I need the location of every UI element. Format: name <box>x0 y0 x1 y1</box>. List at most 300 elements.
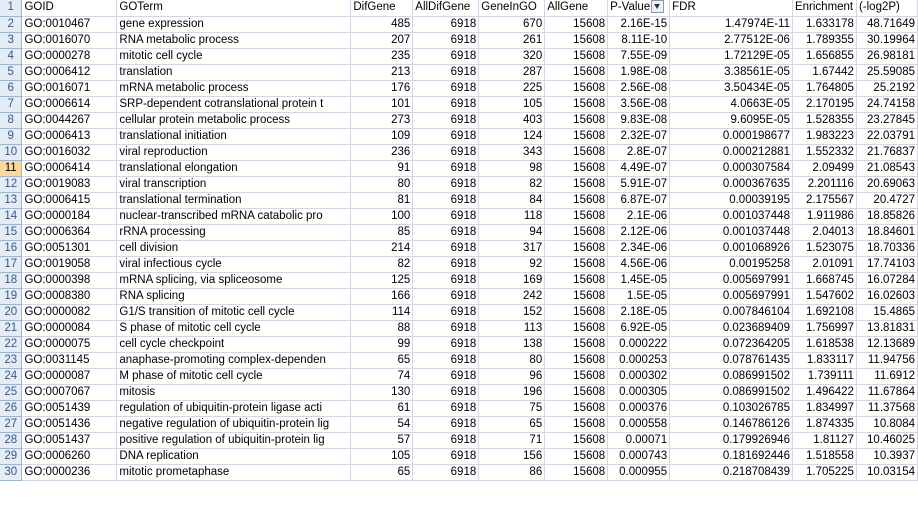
row-header[interactable]: 15 <box>0 224 22 240</box>
cell-difgene[interactable]: 91 <box>351 160 413 176</box>
cell-log2p[interactable]: 25.59085 <box>856 64 917 80</box>
cell-log2p[interactable]: 10.8084 <box>856 416 917 432</box>
cell-goterm[interactable]: mRNA metabolic process <box>117 80 351 96</box>
cell-log2p[interactable]: 11.6912 <box>856 368 917 384</box>
cell-enrichment[interactable]: 2.201116 <box>792 176 856 192</box>
cell-log2p[interactable]: 15.4865 <box>856 304 917 320</box>
cell-alldifgene[interactable]: 6918 <box>413 352 479 368</box>
cell-geneingo[interactable]: 118 <box>479 208 545 224</box>
cell-fdr[interactable]: 1.72129E-05 <box>670 48 793 64</box>
cell-difgene[interactable]: 88 <box>351 320 413 336</box>
cell-enrichment[interactable]: 1.633178 <box>792 16 856 32</box>
cell-fdr[interactable]: 0.078761435 <box>670 352 793 368</box>
cell-alldifgene[interactable]: 6918 <box>413 336 479 352</box>
cell-difgene[interactable]: 105 <box>351 448 413 464</box>
cell-goterm[interactable]: positive regulation of ubiquitin-protein lig <box>117 432 351 448</box>
cell-difgene[interactable]: 236 <box>351 144 413 160</box>
cell-difgene[interactable]: 65 <box>351 352 413 368</box>
cell-geneingo[interactable]: 138 <box>479 336 545 352</box>
cell-pvalue[interactable]: 0.000376 <box>608 400 670 416</box>
cell-enrichment[interactable]: 1.705225 <box>792 464 856 480</box>
cell-fdr[interactable]: 1.47974E-11 <box>670 16 793 32</box>
cell-enrichment[interactable]: 1.656855 <box>792 48 856 64</box>
cell-geneingo[interactable]: 84 <box>479 192 545 208</box>
cell-alldifgene[interactable]: 6918 <box>413 128 479 144</box>
cell-enrichment[interactable]: 1.618538 <box>792 336 856 352</box>
cell-alldifgene[interactable]: 6918 <box>413 272 479 288</box>
row-header[interactable]: 21 <box>0 320 22 336</box>
cell-fdr[interactable]: 4.0663E-05 <box>670 96 793 112</box>
cell-allgene[interactable]: 15608 <box>545 288 608 304</box>
cell-allgene[interactable]: 15608 <box>545 208 608 224</box>
cell-geneingo[interactable]: 105 <box>479 96 545 112</box>
cell-goid[interactable]: GO:0006415 <box>22 192 117 208</box>
cell-fdr[interactable]: 0.023689409 <box>670 320 793 336</box>
row-header[interactable]: 14 <box>0 208 22 224</box>
cell-log2p[interactable]: 23.27845 <box>856 112 917 128</box>
cell-allgene[interactable]: 15608 <box>545 160 608 176</box>
cell-pvalue[interactable]: 2.1E-06 <box>608 208 670 224</box>
cell-log2p[interactable]: 21.08543 <box>856 160 917 176</box>
cell-pvalue[interactable]: 4.56E-06 <box>608 256 670 272</box>
cell-alldifgene[interactable]: 6918 <box>413 48 479 64</box>
cell-difgene[interactable]: 166 <box>351 288 413 304</box>
cell-difgene[interactable]: 130 <box>351 384 413 400</box>
cell-pvalue[interactable]: 9.83E-08 <box>608 112 670 128</box>
cell-alldifgene[interactable]: 6918 <box>413 416 479 432</box>
cell-goid[interactable]: GO:0016070 <box>22 32 117 48</box>
cell-goterm[interactable]: RNA metabolic process <box>117 32 351 48</box>
cell-difgene[interactable]: 74 <box>351 368 413 384</box>
cell-goid[interactable]: GO:0006364 <box>22 224 117 240</box>
cell-geneingo[interactable]: 320 <box>479 48 545 64</box>
cell-goid[interactable]: GO:0006614 <box>22 96 117 112</box>
cell-allgene[interactable]: 15608 <box>545 400 608 416</box>
cell-allgene[interactable]: 15608 <box>545 464 608 480</box>
cell-allgene[interactable]: 15608 <box>545 336 608 352</box>
header-cell-goid[interactable]: GOID <box>22 0 117 16</box>
cell-log2p[interactable]: 10.03154 <box>856 464 917 480</box>
cell-goid[interactable]: GO:0000082 <box>22 304 117 320</box>
cell-allgene[interactable]: 15608 <box>545 112 608 128</box>
cell-goterm[interactable]: translational termination <box>117 192 351 208</box>
row-header[interactable]: 20 <box>0 304 22 320</box>
cell-difgene[interactable]: 109 <box>351 128 413 144</box>
cell-enrichment[interactable]: 2.09499 <box>792 160 856 176</box>
cell-enrichment[interactable]: 1.833117 <box>792 352 856 368</box>
cell-fdr[interactable]: 3.38561E-05 <box>670 64 793 80</box>
cell-goterm[interactable]: viral transcription <box>117 176 351 192</box>
cell-goid[interactable]: GO:0008380 <box>22 288 117 304</box>
cell-goterm[interactable]: translational initiation <box>117 128 351 144</box>
row-header[interactable]: 4 <box>0 48 22 64</box>
cell-fdr[interactable]: 0.007846104 <box>670 304 793 320</box>
cell-pvalue[interactable]: 0.00071 <box>608 432 670 448</box>
cell-allgene[interactable]: 15608 <box>545 368 608 384</box>
row-header[interactable]: 28 <box>0 432 22 448</box>
row-header[interactable]: 7 <box>0 96 22 112</box>
cell-goid[interactable]: GO:0000075 <box>22 336 117 352</box>
cell-pvalue[interactable]: 2.32E-07 <box>608 128 670 144</box>
cell-enrichment[interactable]: 1.739111 <box>792 368 856 384</box>
row-header[interactable]: 29 <box>0 448 22 464</box>
row-header[interactable]: 11 <box>0 160 22 176</box>
cell-alldifgene[interactable]: 6918 <box>413 16 479 32</box>
cell-enrichment[interactable]: 1.496422 <box>792 384 856 400</box>
cell-goid[interactable]: GO:0006260 <box>22 448 117 464</box>
cell-goterm[interactable]: RNA splicing <box>117 288 351 304</box>
cell-goid[interactable]: GO:0044267 <box>22 112 117 128</box>
cell-goid[interactable]: GO:0006412 <box>22 64 117 80</box>
cell-goterm[interactable]: G1/S transition of mitotic cell cycle <box>117 304 351 320</box>
row-header[interactable]: 9 <box>0 128 22 144</box>
cell-alldifgene[interactable]: 6918 <box>413 112 479 128</box>
cell-allgene[interactable]: 15608 <box>545 96 608 112</box>
cell-enrichment[interactable]: 1.547602 <box>792 288 856 304</box>
cell-enrichment[interactable]: 1.911986 <box>792 208 856 224</box>
cell-log2p[interactable]: 48.71649 <box>856 16 917 32</box>
cell-goterm[interactable]: S phase of mitotic cell cycle <box>117 320 351 336</box>
cell-difgene[interactable]: 80 <box>351 176 413 192</box>
cell-difgene[interactable]: 125 <box>351 272 413 288</box>
cell-alldifgene[interactable]: 6918 <box>413 64 479 80</box>
cell-log2p[interactable]: 11.37568 <box>856 400 917 416</box>
row-header[interactable]: 8 <box>0 112 22 128</box>
row-header[interactable]: 2 <box>0 16 22 32</box>
cell-pvalue[interactable]: 6.87E-07 <box>608 192 670 208</box>
header-cell-fdr[interactable]: FDR <box>670 0 793 16</box>
cell-geneingo[interactable]: 152 <box>479 304 545 320</box>
cell-alldifgene[interactable]: 6918 <box>413 464 479 480</box>
cell-goterm[interactable]: cell division <box>117 240 351 256</box>
cell-allgene[interactable]: 15608 <box>545 416 608 432</box>
cell-enrichment[interactable]: 2.175567 <box>792 192 856 208</box>
cell-log2p[interactable]: 10.3937 <box>856 448 917 464</box>
cell-fdr[interactable]: 0.00039195 <box>670 192 793 208</box>
cell-enrichment[interactable]: 1.756997 <box>792 320 856 336</box>
cell-fdr[interactable]: 0.005697991 <box>670 272 793 288</box>
cell-difgene[interactable]: 213 <box>351 64 413 80</box>
cell-geneingo[interactable]: 94 <box>479 224 545 240</box>
cell-enrichment[interactable]: 1.983223 <box>792 128 856 144</box>
cell-enrichment[interactable]: 2.01091 <box>792 256 856 272</box>
cell-geneingo[interactable]: 196 <box>479 384 545 400</box>
cell-fdr[interactable]: 0.086991502 <box>670 384 793 400</box>
cell-geneingo[interactable]: 80 <box>479 352 545 368</box>
cell-goterm[interactable]: translation <box>117 64 351 80</box>
cell-difgene[interactable]: 54 <box>351 416 413 432</box>
cell-alldifgene[interactable]: 6918 <box>413 32 479 48</box>
cell-allgene[interactable]: 15608 <box>545 128 608 144</box>
cell-goid[interactable]: GO:0031145 <box>22 352 117 368</box>
cell-goid[interactable]: GO:0051439 <box>22 400 117 416</box>
cell-allgene[interactable]: 15608 <box>545 320 608 336</box>
cell-difgene[interactable]: 214 <box>351 240 413 256</box>
cell-geneingo[interactable]: 75 <box>479 400 545 416</box>
cell-allgene[interactable]: 15608 <box>545 176 608 192</box>
header-cell-enrichment[interactable]: Enrichment <box>792 0 856 16</box>
cell-alldifgene[interactable]: 6918 <box>413 288 479 304</box>
cell-goterm[interactable]: translational elongation <box>117 160 351 176</box>
cell-enrichment[interactable]: 1.552332 <box>792 144 856 160</box>
cell-pvalue[interactable]: 2.34E-06 <box>608 240 670 256</box>
cell-alldifgene[interactable]: 6918 <box>413 432 479 448</box>
cell-geneingo[interactable]: 261 <box>479 32 545 48</box>
header-cell-allgene[interactable]: AllGene <box>545 0 608 16</box>
cell-goterm[interactable]: mRNA splicing, via spliceosome <box>117 272 351 288</box>
cell-pvalue[interactable]: 0.000955 <box>608 464 670 480</box>
row-header[interactable]: 18 <box>0 272 22 288</box>
cell-alldifgene[interactable]: 6918 <box>413 256 479 272</box>
cell-allgene[interactable]: 15608 <box>545 16 608 32</box>
cell-alldifgene[interactable]: 6918 <box>413 176 479 192</box>
row-header[interactable]: 27 <box>0 416 22 432</box>
cell-fdr[interactable]: 0.103026785 <box>670 400 793 416</box>
cell-goterm[interactable]: nuclear-transcribed mRNA catabolic pro <box>117 208 351 224</box>
cell-enrichment[interactable]: 1.523075 <box>792 240 856 256</box>
cell-goid[interactable]: GO:0000087 <box>22 368 117 384</box>
row-header[interactable]: 19 <box>0 288 22 304</box>
cell-goterm[interactable]: cellular protein metabolic process <box>117 112 351 128</box>
cell-log2p[interactable]: 16.07284 <box>856 272 917 288</box>
cell-pvalue[interactable]: 0.000305 <box>608 384 670 400</box>
row-header[interactable]: 1 <box>0 0 22 16</box>
cell-difgene[interactable]: 207 <box>351 32 413 48</box>
cell-fdr[interactable]: 0.000367635 <box>670 176 793 192</box>
cell-pvalue[interactable]: 0.000302 <box>608 368 670 384</box>
cell-pvalue[interactable]: 0.000222 <box>608 336 670 352</box>
cell-difgene[interactable]: 85 <box>351 224 413 240</box>
cell-enrichment[interactable]: 1.692108 <box>792 304 856 320</box>
row-header[interactable]: 10 <box>0 144 22 160</box>
cell-goid[interactable]: GO:0019058 <box>22 256 117 272</box>
cell-difgene[interactable]: 81 <box>351 192 413 208</box>
cell-log2p[interactable]: 11.67864 <box>856 384 917 400</box>
cell-goid[interactable]: GO:0000278 <box>22 48 117 64</box>
cell-geneingo[interactable]: 242 <box>479 288 545 304</box>
cell-pvalue[interactable]: 1.45E-05 <box>608 272 670 288</box>
cell-goid[interactable]: GO:0010467 <box>22 16 117 32</box>
cell-fdr[interactable]: 0.000198677 <box>670 128 793 144</box>
cell-log2p[interactable]: 10.46025 <box>856 432 917 448</box>
cell-enrichment[interactable]: 1.668745 <box>792 272 856 288</box>
cell-goid[interactable]: GO:0016071 <box>22 80 117 96</box>
cell-alldifgene[interactable]: 6918 <box>413 224 479 240</box>
cell-enrichment[interactable]: 2.04013 <box>792 224 856 240</box>
cell-log2p[interactable]: 18.70336 <box>856 240 917 256</box>
cell-geneingo[interactable]: 71 <box>479 432 545 448</box>
row-header[interactable]: 17 <box>0 256 22 272</box>
cell-alldifgene[interactable]: 6918 <box>413 240 479 256</box>
cell-difgene[interactable]: 99 <box>351 336 413 352</box>
cell-fdr[interactable]: 2.77512E-06 <box>670 32 793 48</box>
cell-log2p[interactable]: 26.98181 <box>856 48 917 64</box>
cell-log2p[interactable]: 18.85826 <box>856 208 917 224</box>
cell-goid[interactable]: GO:0006413 <box>22 128 117 144</box>
cell-pvalue[interactable]: 0.000743 <box>608 448 670 464</box>
cell-log2p[interactable]: 17.74103 <box>856 256 917 272</box>
cell-geneingo[interactable]: 98 <box>479 160 545 176</box>
cell-difgene[interactable]: 61 <box>351 400 413 416</box>
cell-difgene[interactable]: 176 <box>351 80 413 96</box>
cell-goid[interactable]: GO:0051436 <box>22 416 117 432</box>
cell-fdr[interactable]: 0.218708439 <box>670 464 793 480</box>
cell-difgene[interactable]: 100 <box>351 208 413 224</box>
header-cell-difgene[interactable]: DifGene <box>351 0 413 16</box>
cell-geneingo[interactable]: 169 <box>479 272 545 288</box>
cell-log2p[interactable]: 16.02603 <box>856 288 917 304</box>
header-cell-geneingo[interactable]: GeneInGO <box>479 0 545 16</box>
cell-goterm[interactable]: anaphase-promoting complex-dependen <box>117 352 351 368</box>
cell-goid[interactable]: GO:0051301 <box>22 240 117 256</box>
cell-fdr[interactable]: 3.50434E-05 <box>670 80 793 96</box>
cell-alldifgene[interactable]: 6918 <box>413 400 479 416</box>
cell-enrichment[interactable]: 1.874335 <box>792 416 856 432</box>
cell-geneingo[interactable]: 317 <box>479 240 545 256</box>
cell-pvalue[interactable]: 3.56E-08 <box>608 96 670 112</box>
cell-pvalue[interactable]: 2.16E-15 <box>608 16 670 32</box>
cell-geneingo[interactable]: 343 <box>479 144 545 160</box>
cell-alldifgene[interactable]: 6918 <box>413 80 479 96</box>
cell-goid[interactable]: GO:0007067 <box>22 384 117 400</box>
cell-allgene[interactable]: 15608 <box>545 48 608 64</box>
cell-allgene[interactable]: 15608 <box>545 144 608 160</box>
cell-difgene[interactable]: 273 <box>351 112 413 128</box>
cell-goterm[interactable]: regulation of ubiquitin-protein ligase acti <box>117 400 351 416</box>
cell-allgene[interactable]: 15608 <box>545 304 608 320</box>
cell-pvalue[interactable]: 2.18E-05 <box>608 304 670 320</box>
cell-goid[interactable]: GO:0051437 <box>22 432 117 448</box>
cell-goid[interactable]: GO:0000084 <box>22 320 117 336</box>
cell-alldifgene[interactable]: 6918 <box>413 304 479 320</box>
header-cell-pvalue[interactable] <box>608 0 670 16</box>
cell-enrichment[interactable]: 1.81127 <box>792 432 856 448</box>
cell-fdr[interactable]: 9.6095E-05 <box>670 112 793 128</box>
cell-goid[interactable]: GO:0000236 <box>22 464 117 480</box>
cell-alldifgene[interactable]: 6918 <box>413 448 479 464</box>
cell-fdr[interactable]: 0.179926946 <box>670 432 793 448</box>
cell-pvalue[interactable]: 2.12E-06 <box>608 224 670 240</box>
row-header[interactable]: 6 <box>0 80 22 96</box>
row-header[interactable]: 5 <box>0 64 22 80</box>
cell-alldifgene[interactable]: 6918 <box>413 320 479 336</box>
cell-goid[interactable]: GO:0016032 <box>22 144 117 160</box>
cell-pvalue[interactable]: 6.92E-05 <box>608 320 670 336</box>
cell-geneingo[interactable]: 225 <box>479 80 545 96</box>
cell-log2p[interactable]: 22.03791 <box>856 128 917 144</box>
cell-allgene[interactable]: 15608 <box>545 32 608 48</box>
cell-pvalue[interactable]: 8.11E-10 <box>608 32 670 48</box>
cell-pvalue[interactable]: 2.8E-07 <box>608 144 670 160</box>
filter-dropdown-icon[interactable] <box>651 0 664 13</box>
cell-pvalue[interactable]: 2.56E-08 <box>608 80 670 96</box>
cell-allgene[interactable]: 15608 <box>545 192 608 208</box>
row-header[interactable]: 3 <box>0 32 22 48</box>
cell-allgene[interactable]: 15608 <box>545 352 608 368</box>
cell-alldifgene[interactable]: 6918 <box>413 384 479 400</box>
cell-geneingo[interactable]: 670 <box>479 16 545 32</box>
cell-alldifgene[interactable]: 6918 <box>413 368 479 384</box>
cell-allgene[interactable]: 15608 <box>545 272 608 288</box>
cell-geneingo[interactable]: 92 <box>479 256 545 272</box>
cell-log2p[interactable]: 13.81831 <box>856 320 917 336</box>
cell-goterm[interactable]: viral infectious cycle <box>117 256 351 272</box>
cell-geneingo[interactable]: 86 <box>479 464 545 480</box>
row-header[interactable]: 25 <box>0 384 22 400</box>
cell-alldifgene[interactable]: 6918 <box>413 208 479 224</box>
cell-goterm[interactable]: mitotic prometaphase <box>117 464 351 480</box>
cell-alldifgene[interactable]: 6918 <box>413 96 479 112</box>
cell-allgene[interactable]: 15608 <box>545 80 608 96</box>
cell-difgene[interactable]: 485 <box>351 16 413 32</box>
cell-alldifgene[interactable]: 6918 <box>413 160 479 176</box>
cell-enrichment[interactable]: 1.518558 <box>792 448 856 464</box>
cell-log2p[interactable]: 12.13689 <box>856 336 917 352</box>
cell-difgene[interactable]: 235 <box>351 48 413 64</box>
cell-difgene[interactable]: 65 <box>351 464 413 480</box>
cell-difgene[interactable]: 114 <box>351 304 413 320</box>
header-cell-alldifgene[interactable]: AllDifGene <box>413 0 479 16</box>
cell-fdr[interactable]: 0.072364205 <box>670 336 793 352</box>
cell-geneingo[interactable]: 403 <box>479 112 545 128</box>
cell-allgene[interactable]: 15608 <box>545 384 608 400</box>
cell-geneingo[interactable]: 96 <box>479 368 545 384</box>
cell-log2p[interactable]: 18.84601 <box>856 224 917 240</box>
cell-fdr[interactable]: 0.005697991 <box>670 288 793 304</box>
cell-geneingo[interactable]: 113 <box>479 320 545 336</box>
cell-difgene[interactable]: 101 <box>351 96 413 112</box>
cell-enrichment[interactable]: 2.170195 <box>792 96 856 112</box>
cell-fdr[interactable]: 0.000307584 <box>670 160 793 176</box>
cell-goid[interactable]: GO:0000398 <box>22 272 117 288</box>
cell-fdr[interactable]: 0.001068926 <box>670 240 793 256</box>
cell-pvalue[interactable]: 1.98E-08 <box>608 64 670 80</box>
cell-difgene[interactable]: 82 <box>351 256 413 272</box>
cell-alldifgene[interactable]: 6918 <box>413 144 479 160</box>
cell-difgene[interactable]: 57 <box>351 432 413 448</box>
header-cell-goterm[interactable]: GOTerm <box>117 0 351 16</box>
cell-fdr[interactable]: 0.001037448 <box>670 208 793 224</box>
row-header[interactable]: 23 <box>0 352 22 368</box>
row-header[interactable]: 13 <box>0 192 22 208</box>
cell-allgene[interactable]: 15608 <box>545 448 608 464</box>
cell-pvalue[interactable]: 4.49E-07 <box>608 160 670 176</box>
cell-goterm[interactable]: viral reproduction <box>117 144 351 160</box>
row-header[interactable]: 24 <box>0 368 22 384</box>
cell-enrichment[interactable]: 1.528355 <box>792 112 856 128</box>
cell-goid[interactable]: GO:0006414 <box>22 160 117 176</box>
cell-goterm[interactable]: rRNA processing <box>117 224 351 240</box>
cell-goterm[interactable]: cell cycle checkpoint <box>117 336 351 352</box>
cell-goterm[interactable]: mitotic cell cycle <box>117 48 351 64</box>
cell-pvalue[interactable]: 5.91E-07 <box>608 176 670 192</box>
cell-allgene[interactable]: 15608 <box>545 224 608 240</box>
cell-fdr[interactable]: 0.181692446 <box>670 448 793 464</box>
cell-allgene[interactable]: 15608 <box>545 432 608 448</box>
cell-fdr[interactable]: 0.001037448 <box>670 224 793 240</box>
header-cell-log2p[interactable]: (-log2P) <box>856 0 917 16</box>
row-header[interactable]: 26 <box>0 400 22 416</box>
cell-geneingo[interactable]: 287 <box>479 64 545 80</box>
cell-geneingo[interactable]: 82 <box>479 176 545 192</box>
cell-pvalue[interactable]: 7.55E-09 <box>608 48 670 64</box>
cell-goterm[interactable]: negative regulation of ubiquitin-protein lig <box>117 416 351 432</box>
row-header[interactable]: 30 <box>0 464 22 480</box>
cell-geneingo[interactable]: 156 <box>479 448 545 464</box>
cell-log2p[interactable]: 24.74158 <box>856 96 917 112</box>
cell-goterm[interactable]: SRP-dependent cotranslational protein t <box>117 96 351 112</box>
cell-goid[interactable]: GO:0000184 <box>22 208 117 224</box>
